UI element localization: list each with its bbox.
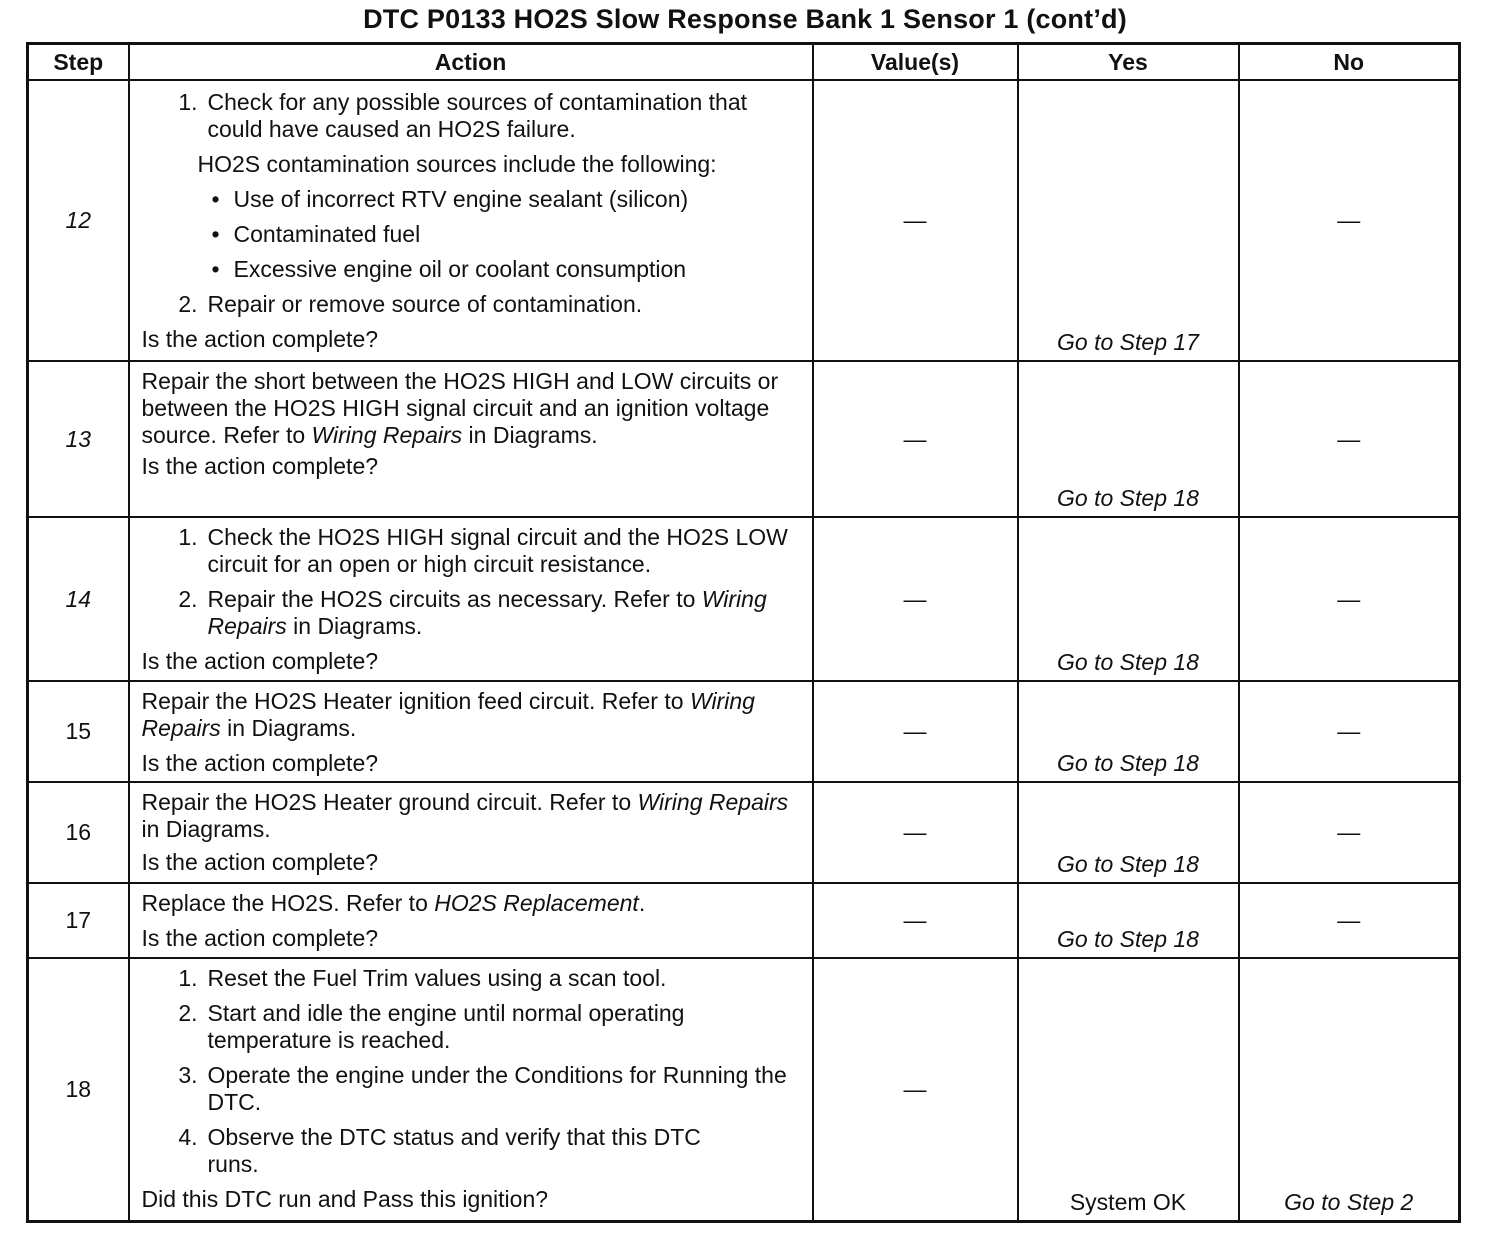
diagnostic-table [26,42,1461,1223]
item-number: 1. [178,524,198,550]
no-cell: — [1239,361,1460,517]
step-number: 18 [28,958,129,1221]
yes-cell [1018,681,1239,782]
step-number: 16 [28,782,129,883]
item-text: Check the HO2S HIGH signal circuit and the HO2S LOW circuit for an open or high circuit resistance. [207,524,788,577]
value-cell: — [813,80,1018,361]
list-item [142,1000,802,1054]
table-row [28,883,1460,958]
question-text: Is the action complete? [141,453,379,479]
table-row [28,782,1460,883]
list-item [142,291,802,318]
value-cell: — [813,782,1018,883]
item-text: Reset the Fuel Trim values using a scan tool. [207,965,667,991]
no-cell: — [1239,681,1460,782]
no-cell [1239,958,1460,1221]
list-item [142,1062,802,1116]
action-text: Repair the HO2S Heater ground circuit. Refer to Wiring Repairs in Diagrams. [141,789,789,842]
yes-cell [1018,80,1239,361]
question-text: Is the action complete? [141,925,379,951]
header-step: Step [28,44,129,81]
item-text: Check for any possible sources of contamination that could have caused an HO2S failure. [207,89,748,142]
yes-cell [1018,517,1239,681]
goto-step: Go to Step 2 [1284,1188,1414,1215]
step-number: 17 [28,883,129,958]
action-cell [129,883,813,958]
value-cell: — [813,883,1018,958]
header-values: Value(s) [813,44,1018,81]
value-cell: — [813,361,1018,517]
yes-cell [1018,361,1239,517]
action-cell [129,361,813,517]
item-number: 1. [178,89,198,115]
step-number: 14 [28,517,129,681]
question-text: Did this DTC run and Pass this ignition? [141,1186,549,1212]
question-text: Is the action complete? [141,750,379,776]
table-row [28,361,1460,517]
no-cell: — [1239,517,1460,681]
item-number: 3. [178,1062,198,1088]
item-number: 2. [178,291,198,317]
reference-link: Wiring Repairs [207,586,767,639]
list-item [142,586,802,640]
reference-link: Wiring Repairs [141,688,755,741]
value-cell: — [813,958,1018,1221]
header-yes: Yes [1018,44,1239,81]
table-row [28,958,1460,1221]
action-text: Repair the HO2S Heater ignition feed circuit. Refer to Wiring Repairs in Diagrams. [141,688,755,741]
table-row [28,80,1460,361]
bullet-icon: • [211,221,220,247]
no-cell: — [1239,80,1460,361]
item-number: 4. [178,1124,198,1150]
bullet-item: • Excessive engine oil or coolant consumption [211,256,687,282]
reference-link: Wiring Repairs [311,422,463,448]
action-cell [129,517,813,681]
action-text: Repair the short between the HO2S HIGH and LOW circuits or between the HO2S HIGH signal circuit and an ignition voltage source. Refer to Wiring Repairs in Diagrams. [141,368,779,448]
goto-step: Go to Step 18 [1057,649,1199,675]
action-cell [129,681,813,782]
item-number: 2. [178,586,198,612]
list-item [142,1124,802,1178]
item-text: Repair the HO2S circuits as necessary. Refer to Wiring Repairs in Diagrams. [207,586,767,639]
item-number: 1. [178,965,198,991]
bullet-icon: • [211,256,220,282]
system-ok: System OK [1069,1188,1187,1215]
yes-cell [1018,958,1239,1221]
step-number: 13 [28,361,129,517]
item-text: Observe the DTC status and verify that this DTC runs. [207,1124,701,1177]
goto-step: Go to Step 17 [1057,329,1199,355]
action-cell [129,958,813,1221]
page-title: DTC P0133 HO2S Slow Response Bank 1 Sensor 1 (cont’d) [363,4,1127,34]
bullet-icon: • [211,186,220,212]
action-text: Replace the HO2S. Refer to HO2S Replacement. [141,890,646,916]
goto-step: Go to Step 18 [1057,851,1199,877]
action-cell [129,80,813,361]
list-item [142,89,802,143]
goto-step: Go to Step 18 [1057,485,1199,511]
header-action: Action [129,44,813,81]
item-text: Operate the engine under the Conditions for Running the DTC. [207,1062,787,1115]
action-cell [129,782,813,883]
no-cell: — [1239,782,1460,883]
question-text: Is the action complete? [141,326,379,352]
list-item [142,965,802,992]
item-text: Start and idle the engine until normal operating temperature is reached. [207,1000,685,1053]
header-row [28,44,1460,81]
question-text: Is the action complete? [141,648,379,674]
header-no: No [1239,44,1460,81]
value-cell: — [813,517,1018,681]
table-row [28,681,1460,782]
step-number: 12 [28,80,129,361]
goto-step: Go to Step 18 [1057,926,1199,952]
question-text: Is the action complete? [141,849,379,875]
bullet-item: • Use of incorrect RTV engine sealant (silicon) [211,186,689,212]
item-number: 2. [178,1000,198,1026]
no-cell: — [1239,883,1460,958]
table-row [28,517,1460,681]
step-number: 15 [28,681,129,782]
yes-cell [1018,782,1239,883]
bullet-item: • Contaminated fuel [211,221,421,247]
value-cell: — [813,681,1018,782]
goto-step: Go to Step 18 [1057,750,1199,776]
sources-intro: HO2S contamination sources include the following: [197,151,717,177]
item-text: Repair or remove source of contamination. [207,291,643,317]
reference-link: Wiring Repairs [637,789,789,815]
reference-link: HO2S Replacement [434,890,639,916]
yes-cell [1018,883,1239,958]
list-item [142,524,802,578]
